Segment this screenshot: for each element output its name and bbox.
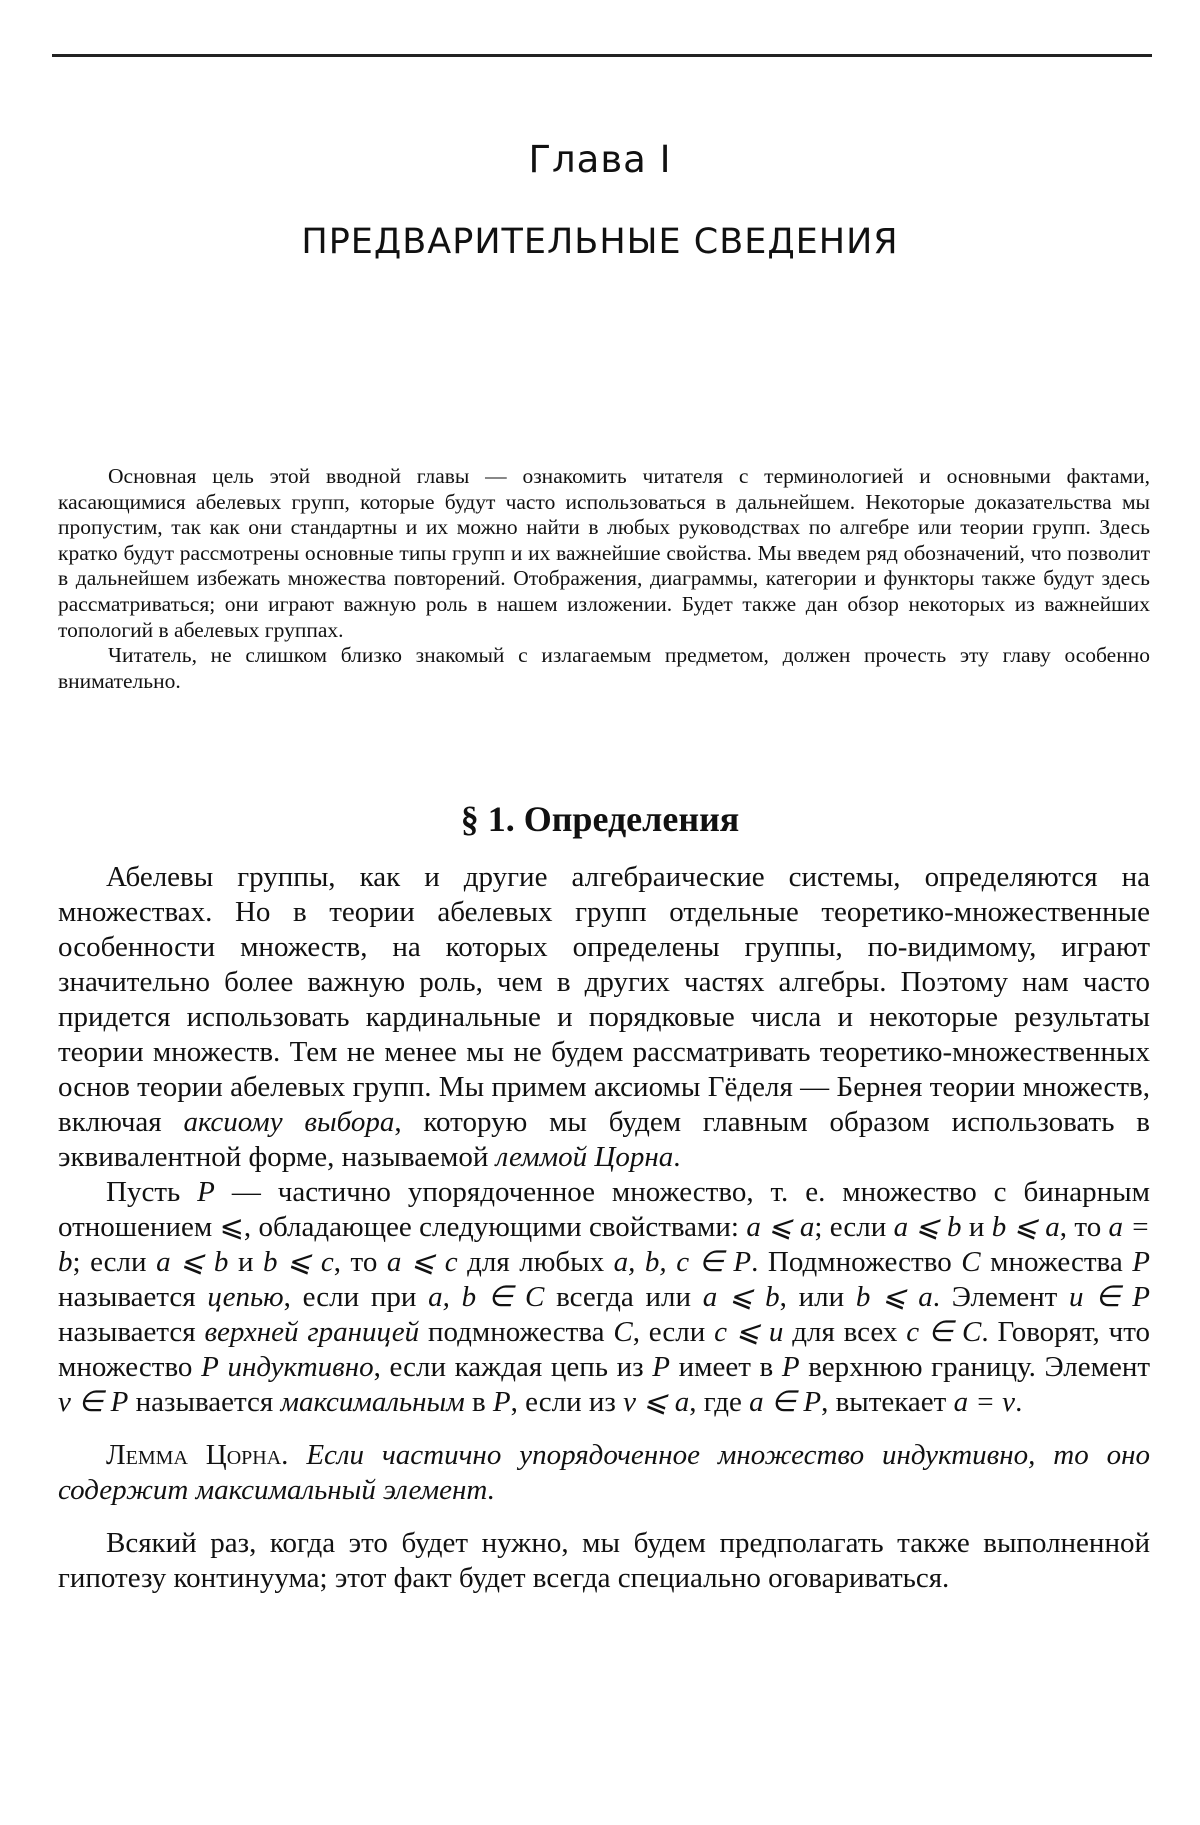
math: C (961, 1246, 981, 1278)
chapter-label: Глава I (528, 138, 672, 181)
lemma-label: Лемма Цорна. (106, 1439, 289, 1471)
lemma-statement (58, 1438, 1150, 1508)
text-run: , или (779, 1281, 856, 1313)
math: C (613, 1316, 633, 1348)
text-run: . Подмножество (751, 1246, 962, 1278)
text-run: всегда или (544, 1281, 703, 1313)
math: v ∈ P (58, 1386, 129, 1418)
math: P (197, 1176, 215, 1208)
text-run: . Говорят, что множество (58, 1316, 1150, 1383)
math: a, b, c ∈ P (613, 1246, 752, 1278)
intro-paragraph: Основная цель этой вводной главы — ознакомить читателя с терминологией и основными фактами, касающимися абелевых групп, которые будут часто использоваться в дальнейшем. Некоторые доказательства мы пропустим, так как они стандартны и их можно найти в любых руководствах по алгебре или теории групп. Здесь кратко будут рассмотрены основные типы групп и их важнейшие свойства. Мы введем ряд обозначений, что позволит в дальнейшем избежать множества повторений. Отображения, диаграммы, категории и функторы также будут здесь рассматриваться; они играют важную роль в нашем изложении. Будет также дан обзор некоторых из важнейших топологий в абелевых группах. (58, 464, 1150, 642)
text-run: и (228, 1246, 264, 1278)
text-run: в (464, 1386, 493, 1418)
math: a = v (953, 1386, 1016, 1418)
text-run: , где (689, 1386, 750, 1418)
text-run: , вытекает (821, 1386, 954, 1418)
text-run: Абелевы группы, как и другие алгебраические системы, определяются на множествах. Но в теории абелевых групп отдельные теоретико-множественные особенности множеств, на которых определены группы, по-видимому, играют значительно более важную роль, чем в других частях алгебры. Поэтому нам часто придется использовать кардинальные и порядковые числа и некоторые результаты теории множеств. Тем не менее мы не будем рассматривать теоретико-множественных основ теории абелевых групп. Мы примем аксиомы Гёделя — Бернея теории множеств, включая (58, 861, 1150, 1138)
text-run: имеет в (669, 1351, 782, 1383)
math: c ⩽ u (714, 1316, 784, 1348)
lemma-text: Если частично упорядоченное множество индуктивно, то оно содержит максимальный элемент. (58, 1439, 1151, 1506)
text-run: — частично упорядоченное множество, т. е. множество с бинарным отношением ⩽, обладающее следующими свойствами: (58, 1176, 1151, 1243)
text-run: Пусть (106, 1176, 198, 1208)
math: a, b ∈ C (428, 1281, 545, 1313)
math: c ∈ C (906, 1316, 982, 1348)
math: a ⩽ b (893, 1211, 962, 1243)
text-run: называется (128, 1386, 281, 1418)
term-inductive: индуктивно (227, 1351, 374, 1383)
text-run: , если каждая цепь из (373, 1351, 653, 1383)
body-paragraph-1 (58, 860, 1150, 1175)
math: a ∈ P (749, 1386, 822, 1418)
text-run: . Элемент (932, 1281, 1070, 1313)
text-run: для всех (783, 1316, 907, 1348)
body-paragraph-2 (58, 1175, 1150, 1420)
math: a ⩽ b (702, 1281, 780, 1313)
text-run: , то (1059, 1211, 1109, 1243)
math: v ⩽ a (623, 1386, 690, 1418)
text-run: множества (980, 1246, 1133, 1278)
text-run: верхнюю границу. Элемент (799, 1351, 1151, 1383)
term-zorn-lemma: леммой Цорна (495, 1141, 674, 1173)
chapter-title: ПРЕДВАРИТЕЛЬНЫЕ СВЕДЕНИЯ (301, 222, 899, 262)
math: P (1132, 1246, 1150, 1278)
intro-block (58, 464, 1150, 694)
math: P (652, 1351, 670, 1383)
text-run: ; если (814, 1211, 894, 1243)
math: b ⩽ c (263, 1246, 334, 1278)
body-paragraph-4: Всякий раз, когда это будет нужно, мы будем предполагать также выполненной гипотезу континуума; этот факт будет всегда специально оговариваться. (58, 1527, 1150, 1594)
math: P (201, 1351, 219, 1383)
text-run: называется (58, 1281, 208, 1313)
text-run: , если из (510, 1386, 624, 1418)
section-title: § 1. Определения (460, 799, 740, 839)
term-maximal: максимальным (280, 1386, 465, 1418)
math: b ⩽ a (991, 1211, 1060, 1243)
text-run: , если (632, 1316, 715, 1348)
text-run: называется (58, 1316, 205, 1348)
math: a ⩽ c (386, 1246, 458, 1278)
math: a ⩽ a (746, 1211, 815, 1243)
body-text (58, 860, 1150, 1596)
text-run: подмножества (419, 1316, 614, 1348)
intro-paragraph: Читатель, не слишком близко знакомый с излагаемым предметом, должен прочесть эту главу особенно внимательно. (58, 643, 1150, 693)
math: a = b (58, 1211, 1150, 1278)
text-run: , то (333, 1246, 387, 1278)
term-upper-bound: верхней границей (204, 1316, 420, 1348)
text-run: ; если (72, 1246, 157, 1278)
text-run: , которую мы будем главным образом использовать в эквивалентной форме, называемой (58, 1106, 1150, 1173)
term-chain: цепью (207, 1281, 284, 1313)
math: a ⩽ b (156, 1246, 229, 1278)
text-run: и (961, 1211, 992, 1243)
text-run: , если при (283, 1281, 429, 1313)
text-run: . (1015, 1386, 1023, 1418)
math: u ∈ P (1069, 1281, 1151, 1313)
top-rule (52, 54, 1152, 57)
term-axiom-of-choice: аксиому выбора (183, 1106, 395, 1138)
text-run: для любых (457, 1246, 614, 1278)
math: P (781, 1351, 800, 1383)
math: b ⩽ a (855, 1281, 933, 1313)
math: P (492, 1386, 511, 1418)
text-run: . (673, 1141, 681, 1173)
